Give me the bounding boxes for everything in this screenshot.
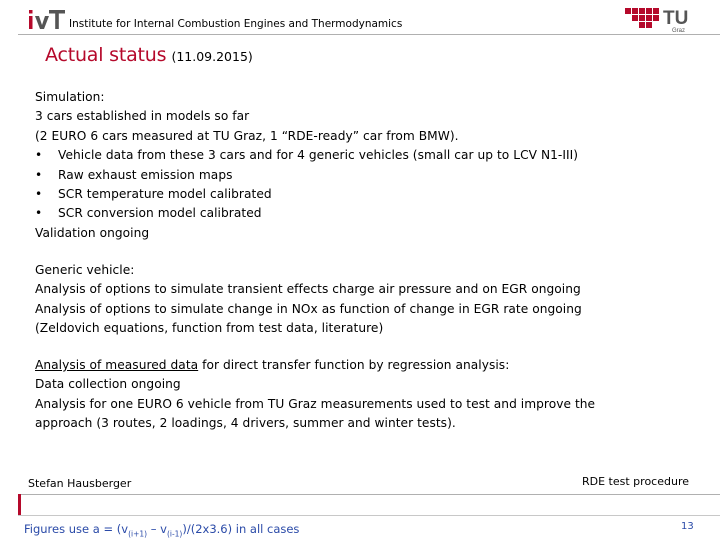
measured-line: Data collection ongoing: [35, 377, 181, 392]
simulation-section: [35, 88, 675, 243]
title-main: Actual status: [45, 44, 167, 66]
measured-heading-rest: for direct transfer function by regression analysis:: [198, 358, 510, 372]
title-date: (11.09.2015): [171, 49, 253, 64]
bullet-item: [35, 204, 675, 223]
measured-heading: [35, 356, 675, 375]
formula-sub2: (i-1): [166, 529, 183, 539]
footer-topic: RDE test procedure: [582, 475, 689, 488]
generic-vehicle-section: [35, 261, 675, 339]
simulation-line: 3 cars established in models so far: [35, 109, 250, 124]
footer-formula-note: [24, 522, 299, 538]
measured-heading-underlined: Analysis of measured data: [35, 358, 199, 372]
formula-suffix: )/(2x3.6) in all cases: [182, 522, 300, 536]
bullet-icon: •: [35, 206, 43, 221]
validation-status: Validation ongoing: [35, 225, 150, 240]
measured-line: approach (3 routes, 2 loadings, 4 drivers, summer and winter tests).: [35, 416, 456, 431]
generic-line: Analysis of options to simulate transient effects charge air pressure and on EGR ongoing: [35, 282, 581, 297]
header: [0, 0, 720, 36]
bullet-item: [35, 185, 675, 204]
formula-mid: – v: [147, 522, 167, 536]
bullet-text: Vehicle data from these 3 cars and for 4 generic vehicles (small car up to LCV N1-III): [58, 148, 579, 163]
bullet-text: SCR conversion model calibrated: [58, 206, 262, 221]
ivt-logo-icon: [29, 8, 67, 30]
bullet-icon: •: [35, 148, 43, 163]
bullet-item: [35, 166, 675, 185]
simulation-line: (2 EURO 6 cars measured at TU Graz, 1 “RDE-ready” car from BMW).: [35, 128, 459, 143]
institute-name: Institute for Internal Combustion Engines and Thermodynamics: [69, 18, 403, 30]
header-divider: [18, 34, 720, 35]
tu-graz-logo-icon: [625, 4, 693, 34]
tu-logo-text: TU: [663, 8, 689, 29]
generic-line: (Zeldovich equations, function from test data, literature): [35, 321, 384, 336]
footer-divider: [18, 494, 720, 495]
bullet-text: Raw exhaust emission maps: [58, 167, 233, 182]
bullet-icon: •: [35, 187, 43, 202]
measured-data-section: [35, 356, 675, 434]
generic-line: Analysis of options to simulate change in NOx as function of change in EGR rate ongoing: [35, 301, 582, 316]
generic-heading: Generic vehicle:: [35, 263, 135, 277]
bullet-text: SCR temperature model calibrated: [58, 187, 272, 202]
bullet-icon: •: [35, 167, 43, 182]
tu-logo-subtext: Graz: [672, 28, 686, 34]
slide-title: [45, 44, 253, 66]
formula-sub1: (i+1): [128, 529, 148, 539]
footer-accent-bar: [18, 494, 21, 515]
footer-author: Stefan Hausberger: [28, 477, 132, 490]
formula-prefix: Figures use a = (v: [24, 522, 129, 536]
footer-separator: [18, 515, 720, 516]
page-number: 13: [681, 521, 694, 532]
simulation-heading: Simulation:: [35, 90, 105, 104]
bullet-item: [35, 146, 675, 165]
measured-line: Analysis for one EURO 6 vehicle from TU Graz measurements used to test and improve the: [35, 396, 596, 411]
